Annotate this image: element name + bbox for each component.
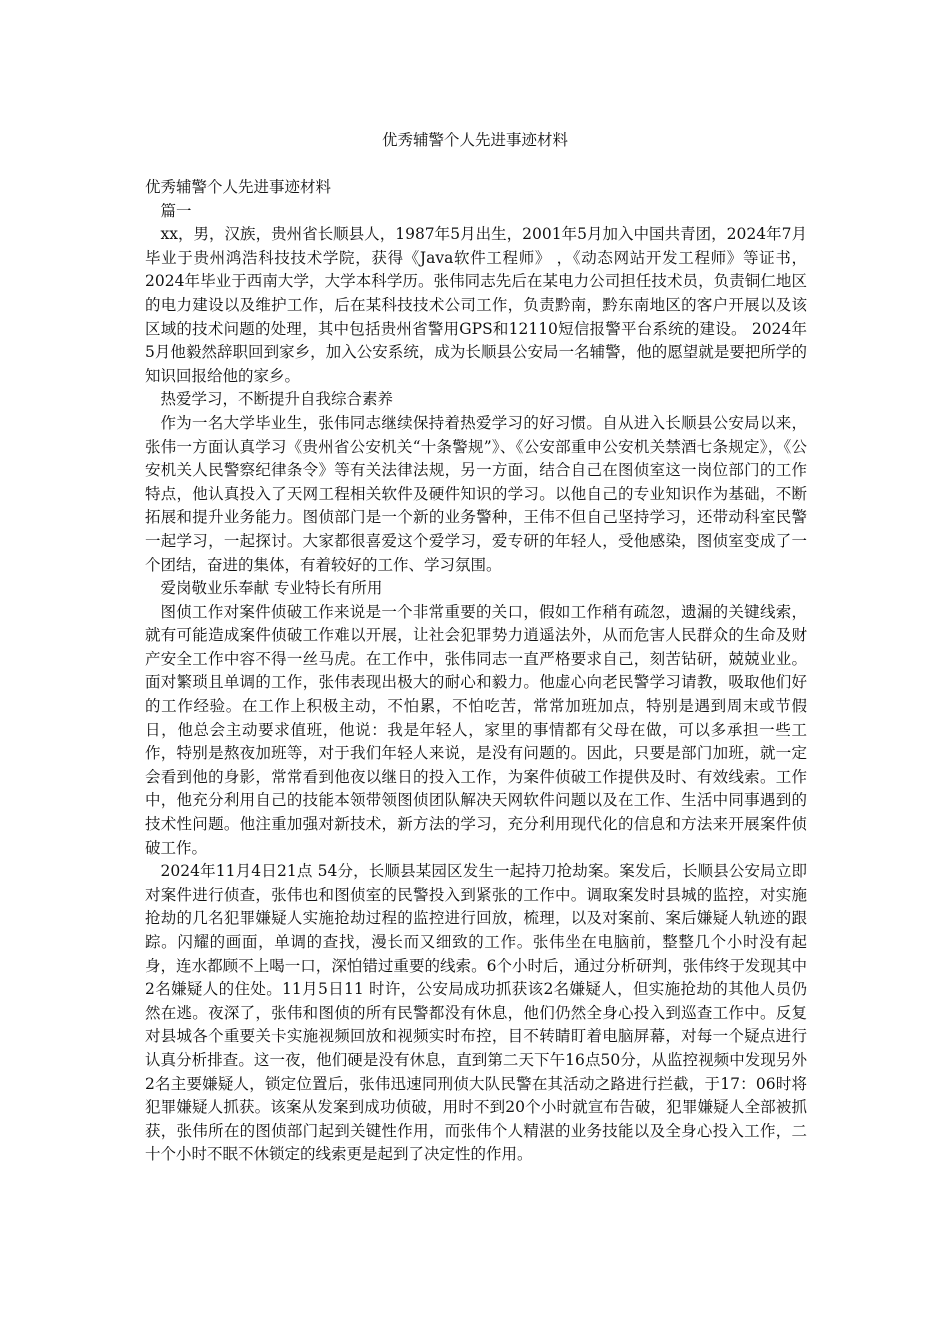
intro-paragraph: xx，男，汉族，贵州省长顺县人，1987年5月出生，2001年5月加入中国共青团，2024年7月毕业于贵州鸿浩科技技术学院，获得《Java软件工程师》 ，《动态网站开发工程师》等证书，2024年毕业于西南大学，大学本科学历。张伟同志先后在某电力公司担任技术员，负责铜仁地区的电力建设以及维护工作，后在某科技技术公司工作，负责黔南，黔东南地区的客户开展以及该区域的技术问题的处理，其中包括贵州省警用GPS和12110短信报警平台系统的建设。 2024年5月他毅然辞职回到家乡，加入公安系统，成为长顺县公安局一名辅警，他的愿望就是要把所学的知识回报给他的家乡。	[145, 225, 807, 385]
section-heading-study: 热爱学习，不断提升自我综合素养	[160, 390, 394, 409]
dedication-paragraph: 图侦工作对案件侦破工作来说是一个非常重要的关口，假如工作稍有疏忽，遗漏的关键线索，就有可能造成案件侦破工作难以开展，让社会犯罪势力逍遥法外，从而危害人民群众的生命及财产安全工作中容不得一丝马虎。在工作中，张伟同志一直严格要求自己，刻苦钻研，兢兢业业。面对繁琐且单调的工作，张伟表现出极大的耐心和毅力。他虚心向老民警学习请教，吸取他们好的工作经验。在工作上积极主动，不怕累，不怕吃苦，常常加班加点，特别是遇到周末或节假日，他总会主动要求值班，他说：我是年轻人，家里的事情都有父母在做，可以多承担一些工作，特别是熬夜加班等，对于我们年轻人来说，是没有问题的。因此，只要是部门加班，就一定会看到他的身影，常常看到他夜以继日的投入工作，为案件侦破工作提供及时、有效线索。工作中，他充分利用自己的技能本领带领图侦团队解决天网软件问题以及在工作、生活中同事遇到的技术性问题。他注重加强对新技术，新方法的学习，充分利用现代化的信息和方法来开展案件侦破工作。	[145, 602, 807, 857]
document-subtitle: 优秀辅警个人先进事迹材料	[145, 178, 332, 196]
section-heading-dedication: 爱岗敬业乐奉献 专业特长有所用	[160, 579, 383, 598]
study-paragraph: 作为一名大学毕业生，张伟同志继续保持着热爱学习的好习惯。自从进入长顺县公安局以来，张伟一方面认真学习《贵州省公安机关“十条警规”》、《公安部重申公安机关禁酒七条规定》，《公安机关人民警察纪律条令》等有关法律法规，另一方面，结合自己在图侦室这一岗位部门的工作特点，他认真投入了天网工程相关软件及硬件知识的学习。以他自己的专业知识作为基础，不断拓展和提升业务能力。图侦部门是一个新的业务警种，王伟不但自己坚持学习，还带动科室民警一起学习，一起探讨。大家都很喜爱这个爱学习，爱专研的年轻人，受他感染，图侦室变成了一个团结，奋进的集体，有着较好的工作、学习氛围。	[145, 413, 807, 574]
document-body	[145, 176, 807, 1167]
section-label: 篇一	[160, 201, 192, 220]
page-title: 优秀辅警个人先进事迹材料	[381, 131, 568, 149]
case-paragraph: 2024年11月4日21点 54分，长顺县某园区发生一起持刀抢劫案。案发后，长顺县公安局立即对案件进行侦查，张伟也和图侦室的民警投入到紧张的工作中。调取案发时县城的监控，对实施抢劫的几名犯罪嫌疑人实施抢劫过程的监控进行回放，梳理，以及对案前、案后嫌疑人轨迹的跟踪。闪耀的画面，单调的查找，漫长而又细致的工作。张伟坐在电脑前，整整几个小时没有起身，连水都顾不上喝一口，深怕错过重要的线索。6个小时后，通过分析研判，张伟终于发现其中2名嫌疑人的住处。11月5日11 时许，公安局成功抓获该2名嫌疑人，但实施抢劫的其他人员仍然在逃。夜深了，张伟和图侦的所有民警都没有休息，他们仍然全身心投入到巡查工作中。反复对县城各个重要关卡实施视频回放和视频实时布控，目不转睛盯着电脑屏幕，对每一个疑点进行认真分析排查。这一夜，他们硬是没有休息，直到第二天下午16点50分，从监控视频中发现另外2名主要嫌疑人，锁定位置后，张伟迅速同刑侦大队民警在其活动之路进行拦截，于17：06时将犯罪嫌疑人抓获。该案从发案到成功侦破，用时不到20个小时就宣布告破，犯罪嫌疑人全部被抓获，张伟所在的图侦部门起到关键性作用，而张伟个人精湛的业务技能以及全身心投入工作，二十个小时不眠不休锁定的线索更是起到了决定性的作用。	[145, 862, 807, 1164]
